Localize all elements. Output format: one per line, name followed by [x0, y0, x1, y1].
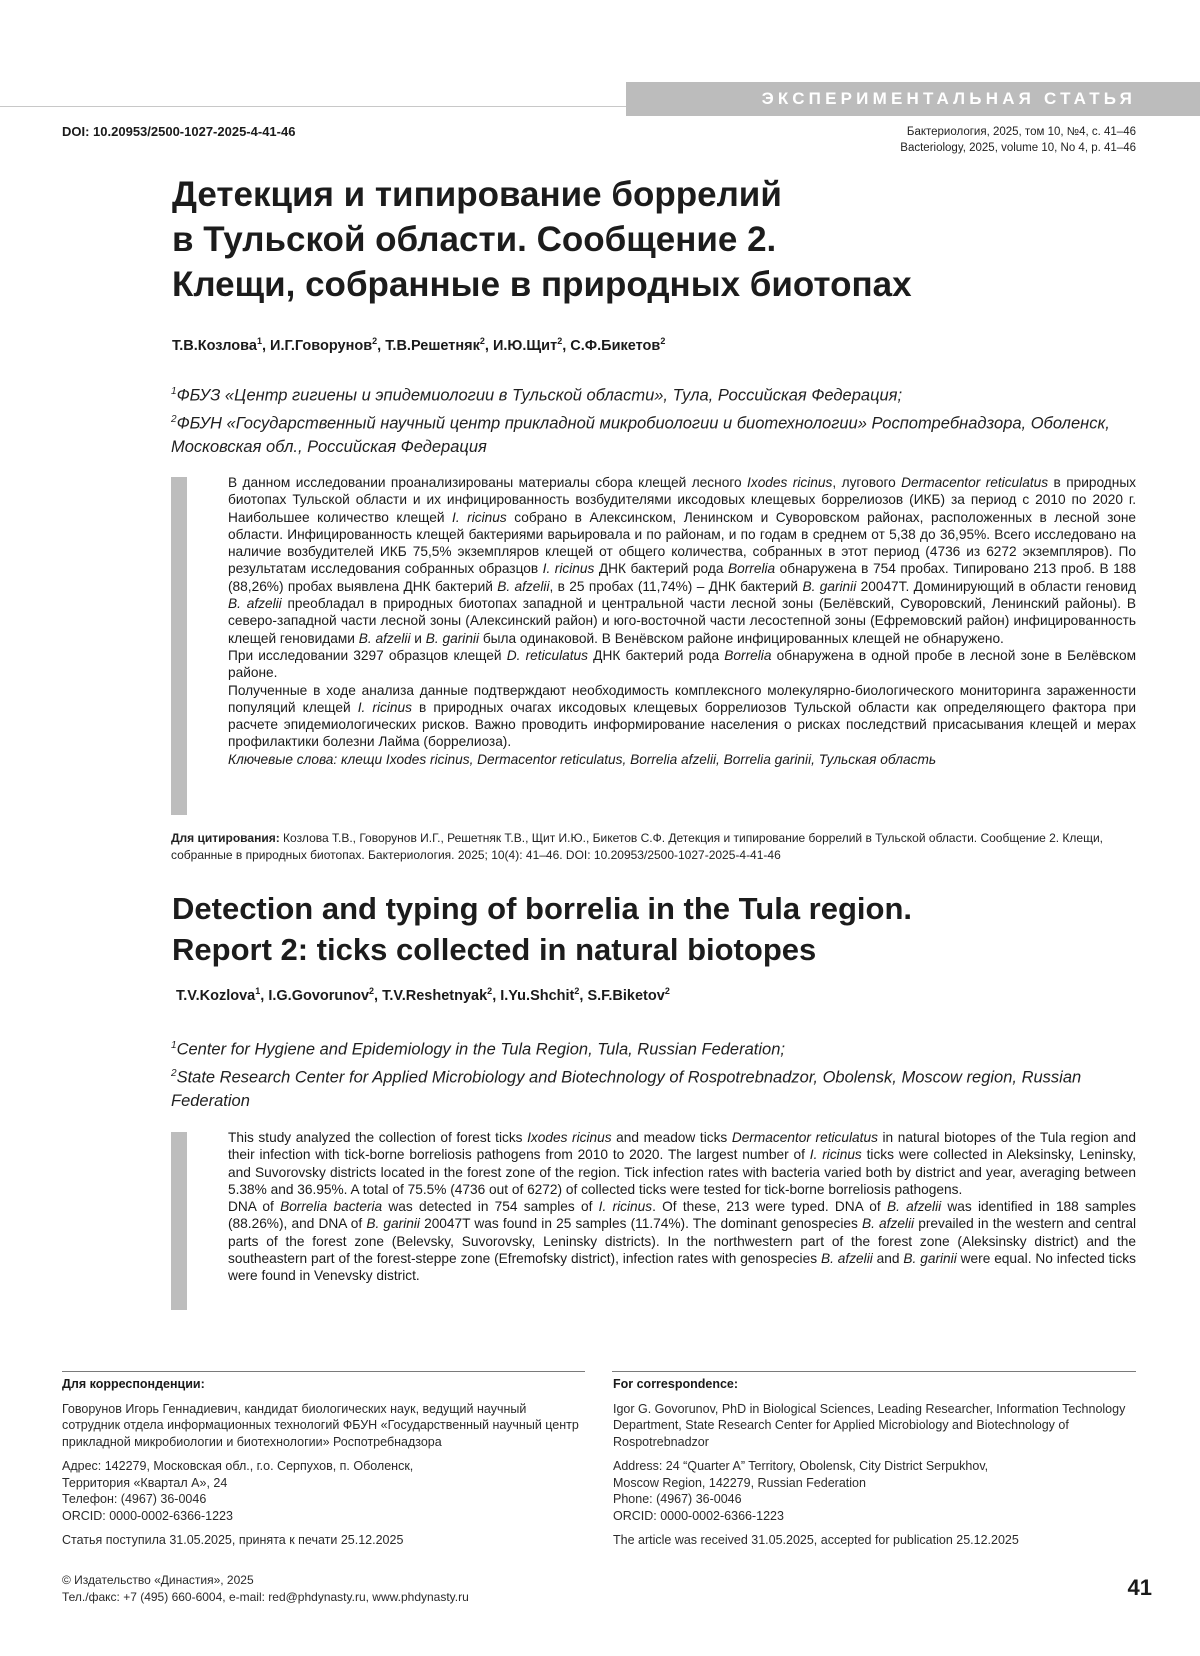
affiliation-number: 1 — [171, 1040, 177, 1051]
author-affiliation-mark: 2 — [369, 986, 375, 996]
title-en-line: Detection and typing of borrelia in the Tula region. — [172, 891, 913, 926]
abstract-en — [228, 1129, 1136, 1285]
author-affiliation-mark: 2 — [479, 336, 485, 346]
author-name: И.Г.Говорунов — [270, 337, 373, 354]
author-affiliation-mark: 2 — [660, 336, 666, 346]
affiliation-text: Center for Hygiene and Epidemiology in the Tula Region, Tula, Russian Federation; — [176, 1040, 785, 1059]
article-dates: Статья поступила 31.05.2025, принята к печати 25.12.2025 — [62, 1533, 404, 1547]
correspondence-address: Address: 24 “Quarter A” Territory, Obolensk, City District Serpukhov, Moscow Region, 142279, Russian Federation Phone: (4967) 36-0046 ORCID: 0000-0002-6366-1223 — [613, 1459, 989, 1523]
journal-citation — [900, 124, 1136, 156]
abstract-paragraph: DNA of Borrelia bacteria was detected in 754 samples of I. ricinus. Of these, 213 were typed. DNA of B. afzelii was identified in 188 samples (88.26%), and DNA of B. garinii 20047T was found in 25 samples (11.74%). The dominant genospecies B. afzelii prevailed in the western and central parts of the forest zone (Belevsky, Suvorovsky, Leninsky districts). In the northwestern part of the forest zone (Aleksinsky district) and the southeastern part of the forest-steppe zone (Efremofsky district), infection rates with genospecies B. afzelii and B. garinii were equal. No infected ticks were found in Venevsky district. — [228, 1199, 1137, 1284]
affiliations-en — [171, 1034, 1151, 1113]
author-name: I.G.Govorunov — [268, 987, 370, 1004]
author-affiliation-mark: 2 — [372, 336, 378, 346]
abstract-paragraph: При исследовании 3297 образцов клещей D. reticulatus ДНК бактерий рода Borrelia обнаружена в одной пробе в лесной зоне в Белёвском районе. — [228, 647, 1137, 681]
correspondence-person: Говорунов Игорь Геннадиевич, кандидат биологических наук, ведущий научный сотрудник отдела информационных технологий ФБУН «Государственный научный центр прикладной микробиологии и биотехнологии» Роспотребнадзора — [62, 1401, 579, 1449]
abstract-paragraph: В данном исследовании проанализированы материалы сбора клещей лесного Ixodes ricinus, лугового Dermacentor reticulatus в природных биотопах Тульской области и их инфицированность возбудителями иксодовых клещевых боррелиозов (ИКБ) за период с 2010 по 2020 г. Наибольшее количество клещей I. ricinus собрано в Алексинском, Ленинском и Суворовском районах, расположенных в лесной зоне области. Инфицированность клещей бактериями варьировала и по районам, и по годам в среднем от 5,38 до 36,95%. Всего исследовано на наличие возбудителей ИКБ 75,5% экземпляров клещей от общего количества, собранных в этот период (4736 из 6272 экземпляров). По результатам исследования собранных образцов I. ricinus ДНК бактерий рода Borrelia обнаружена в 754 пробах. Типировано 213 проб. В 188 (88,26%) пробах выявлена ДНК бактерий B. afzelii, в 25 пробах (11,74%) – ДНК бактерий B. garinii 20047T. Доминирующий в области геновид B. afzelii преобладал в природных биотопах западной и центральной части лесной зоны (Белёвский, Суворовский, Ленинский районы). В северо-западной части лесной зоны (Алексинский район) и юго-восточной части лесостепной зоны (Ефремовский район) инфицированность клещей геновидами B. afzelii и B. garinii была одинаковой. В Венёвском районе инфицированных клещей не обнаружено. — [228, 475, 1137, 646]
affiliation — [171, 380, 1151, 408]
abstract-sidebar-en — [171, 1132, 187, 1310]
correspondence-en — [613, 1376, 1133, 1549]
author-name: S.F.Biketov — [587, 987, 665, 1004]
title-ru-line: Клещи, собранные в природных биотопах — [172, 265, 912, 304]
affiliations-ru — [171, 380, 1151, 459]
title-en — [172, 888, 1132, 970]
doi: DOI: 10.20953/2500-1027-2025-4-41-46 — [62, 124, 296, 139]
citation-text: Козлова Т.В., Говорунов И.Г., Решетняк Т.В., Щит И.Ю., Бикетов С.Ф. Детекция и типирование боррелий в Тульской области. Сообщение 2. Клещи, собранные в природных биотопах. Бактериология. 2025; 10(4): 41–46. DOI: 10.20953/2500-1027-2025-4-41-46 — [171, 831, 1103, 862]
affiliation — [171, 408, 1151, 460]
correspondence-heading: Для корреспонденции: — [62, 1377, 205, 1391]
abstract-paragraph: Полученные в ходе анализа данные подтверждают необходимость комплексного молекулярно-биологического мониторинга зараженности популяций клещей I. ricinus в природных очагах иксодовых клещевых боррелиозов Тульской области как определяющего фактора при расчете эпидемиологических рисков. Важно проводить информирование населения о рисках последствий присасывания клещей и мерах профилактики болезни Лайма (боррелиоза). — [228, 682, 1137, 750]
affiliation-text: ФБУЗ «Центр гигиены и эпидемиологии в Тульской области», Тула, Российская Федерация; — [176, 386, 903, 405]
author-name: С.Ф.Бикетов — [570, 337, 661, 354]
correspondence-person: Igor G. Govorunov, PhD in Biological Sciences, Leading Researcher, Information Technology Department, State Research Center for Applied Microbiology and Biotechnology of Rospotrebnadzor — [613, 1401, 1126, 1449]
correspondence-ru — [62, 1376, 582, 1549]
citation-block — [171, 830, 1137, 863]
title-ru-line: Детекция и типирование боррелий — [172, 175, 782, 214]
journal-citation-en: Bacteriology, 2025, volume 10, No 4, p. 41–46 — [900, 142, 1136, 154]
publisher-contacts: Тел./факс: +7 (495) 660-6004, e-mail: red@phdynasty.ru, www.phdynasty.ru — [62, 1590, 469, 1604]
author-affiliation-mark: 2 — [557, 336, 563, 346]
title-ru — [172, 172, 1132, 307]
author-affiliation-mark: 2 — [574, 986, 580, 996]
abstract-sidebar-ru — [171, 477, 187, 815]
author-affiliation-mark: 1 — [256, 336, 262, 346]
abstract-paragraph: This study analyzed the collection of forest ticks Ixodes ricinus and meadow ticks Dermacentor reticulatus in natural biotopes of the Tula region and their infection with tick-borne borreliosis pathogens from 2010 to 2020. The largest number of I. ricinus ticks were collected in Aleksinsky, Leninsky, and Suvorovsky districts located in the forest zone of the region. Tick infection rates with bacteria varied both by district and year, averaging between 5.38% and 36.95%. A total of 75.5% (4736 out of 6272) of collected ticks were tested for tick-borne borreliosis pathogens. — [228, 1130, 1137, 1197]
title-en-line: Report 2: ticks collected in natural biotopes — [172, 932, 817, 967]
section-banner: ЭКСПЕРИМЕНТАЛЬНАЯ СТАТЬЯ — [626, 82, 1200, 116]
article-dates: The article was received 31.05.2025, accepted for publication 25.12.2025 — [613, 1533, 1019, 1547]
affiliation-text: ФБУН «Государственный научный центр прикладной микробиологии и биотехнологии» Роспотребнадзора, Оболенск, Московская обл., Российская Федерация — [171, 414, 1110, 456]
journal-citation-ru: Бактериология, 2025, том 10, №4, с. 41–46 — [906, 126, 1136, 138]
correspondence-address: Адрес: 142279, Московская обл., г.о. Серпухов, п. Оболенск, Территория «Квартал А», 24 Телефон: (4967) 36-0046 ORCID: 0000-0002-6366-1223 — [62, 1459, 414, 1523]
title-ru-line: в Тульской области. Сообщение 2. — [172, 220, 777, 259]
affiliation-number: 2 — [171, 1067, 177, 1079]
affiliation-text: State Research Center for Applied Microbiology and Biotechnology of Rospotrebnadzor, Obolensk, Moscow region, Russian Federation — [171, 1068, 1082, 1110]
page-number: 41 — [1127, 1575, 1152, 1600]
author-name: T.V.Reshetnyak — [382, 987, 488, 1004]
abstract-ru — [228, 474, 1136, 768]
keywords-ru: Ключевые слова: клещи Ixodes ricinus, Dermacentor reticulatus, Borrelia afzelii, Borrelia garinii, Тульская область — [228, 751, 937, 767]
affiliation — [171, 1034, 1151, 1062]
correspondence-heading: For correspondence: — [613, 1377, 739, 1391]
citation-label: Для цитирования: — [171, 831, 280, 845]
copyright: © Издательство «Династия», 2025 — [62, 1573, 254, 1587]
author-affiliation-mark: 1 — [255, 986, 261, 996]
authors-ru: Т.В.Козлова$^1$, И.Г.Говорунов$^2$, Т.В.Решетняк$^2$, И.Ю.Щит$^2$, С.Ф.Бикетов$^2$ — [172, 336, 666, 354]
author-affiliation-mark: 2 — [664, 986, 670, 996]
correspondence-rule-ru — [62, 1371, 585, 1372]
affiliation-number: 2 — [171, 413, 177, 425]
author-name: Т.В.Решетняк — [385, 337, 480, 354]
publisher-info — [62, 1572, 469, 1606]
correspondence-rule-en — [612, 1371, 1136, 1372]
author-name: T.V.Kozlova — [176, 987, 256, 1004]
author-name: И.Ю.Щит — [492, 337, 558, 354]
authors-en: T.V.Kozlova$^1$, I.G.Govorunov$^2$, T.V.Reshetnyak$^2$, I.Yu.Shchit$^2$, S.F.Biketov$^2$ — [176, 986, 670, 1004]
affiliation — [171, 1062, 1151, 1114]
author-affiliation-mark: 2 — [487, 986, 493, 996]
author-name: Т.В.Козлова — [172, 337, 257, 354]
affiliation-number: 1 — [171, 386, 177, 397]
author-name: I.Yu.Shchit — [500, 987, 575, 1004]
